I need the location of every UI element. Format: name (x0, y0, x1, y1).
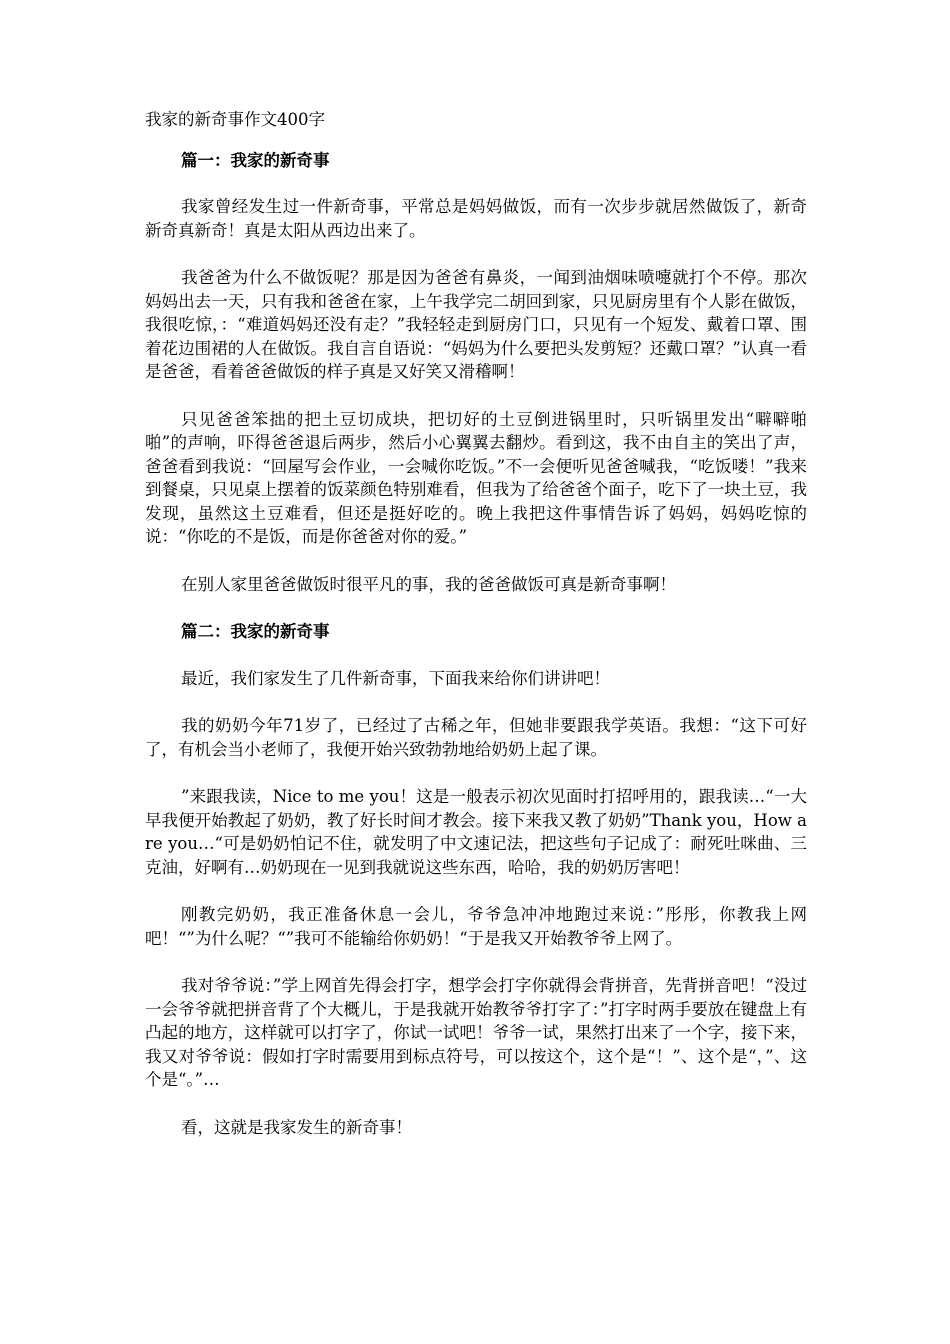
paragraph: 我家曾经发生过一件新奇事，平常总是妈妈做饭，而有一次步步就居然做饭了，新奇新奇真新奇！真是太阳从西边出来了。 (145, 197, 807, 240)
paragraph: 刚教完奶奶，我正准备休息一会儿，爷爷急冲冲地跑过来说：”彤彤，你教我上网吧！“”为什么呢？“”我可不能输给你奶奶！“于是我又开始教爷爷上网了。 (145, 905, 807, 948)
paragraph: ”来跟我读，Nice to me you！这是一般表示初次见面时打招呼用的，跟我读…“一大早我便开始教起了奶奶，教了好长时间才教会。接下来我又教了奶奶”Thank you，How are you…“可是奶奶怕记不住，就发明了中文速记法，把这些句子记成了：耐死吐咪曲、三克油，好啊有…奶奶现在一见到我就说这些东西，哈哈，我的奶奶厉害吧！ (145, 787, 807, 877)
document-page (145, 108, 807, 1163)
section-heading-1: 篇一：我家的新奇事 (181, 150, 330, 170)
paragraph: 最近，我们家发生了几件新奇事，下面我来给你们讲讲吧！ (181, 668, 610, 688)
paragraph: 我爸爸为什么不做饭呢？那是因为爸爸有鼻炎，一闻到油烟味喷嚏就打个不停。那次妈妈出去一天，只有我和爸爸在家，上午我学完二胡回到家，只见厨房里有个人影在做饭，我很吃惊，：“难道妈妈还没有走？”我轻轻走到厨房门口，只见有一个短发、戴着口罩、围着花边围裙的人在做饭。我自言自语说：“妈妈为什么要把头发剪短？还戴口罩？”认真一看是爸爸，看着爸爸做饭的样子真是又好笑又滑稽啊！ (145, 268, 807, 381)
paragraph: 看，这就是我家发生的新奇事！ (181, 1117, 412, 1137)
paragraph: 只见爸爸笨拙的把土豆切成块，把切好的土豆倒进锅里时，只听锅里发出“噼噼啪啪”的声响，吓得爸爸退后两步，然后小心翼翼去翻炒。看到这，我不由自主的笑出了声，爸爸看到我说：“回屋写会作业，一会喊你吃饭。”不一会便听见爸爸喊我，“吃饭喽！”我来到餐桌，只见桌上摆着的饭菜颜色特别难看，但我为了给爸爸个面子，吃下了一块土豆，我发现，虽然这土豆难看，但还是挺好吃的。晚上我把这件事情告诉了妈妈，妈妈吃惊的说：“你吃的不是饭，而是你爸爸对你的爱。” (145, 409, 807, 546)
document-title: 我家的新奇事作文400字 (145, 110, 325, 129)
paragraph: 我的奶奶今年71岁了，已经过了古稀之年，但她非要跟我学英语。我想：“这下可好了，有机会当小老师了，我便开始兴致勃勃地给奶奶上起了课。 (145, 716, 807, 759)
section-heading-2: 篇二：我家的新奇事 (181, 622, 330, 641)
paragraph: 我对爷爷说：”学上网首先得会打字，想学会打字你就得会背拼音，先背拼音吧！“没过一会爷爷就把拼音背了个大概儿，于是我就开始教爷爷打字了：”打字时两手要放在键盘上有凸起的地方，这样就可以打字了，你试一试吧！爷爷一试，果然打出来了一个字，接下来，我又对爷爷说：假如打字时需要用到标点符号，可以按这个，这个是“！”、这个是“，”、这个是“。”… (145, 976, 807, 1089)
paragraph: 在别人家里爸爸做饭时很平凡的事，我的爸爸做饭可真是新奇事啊！ (181, 574, 676, 594)
